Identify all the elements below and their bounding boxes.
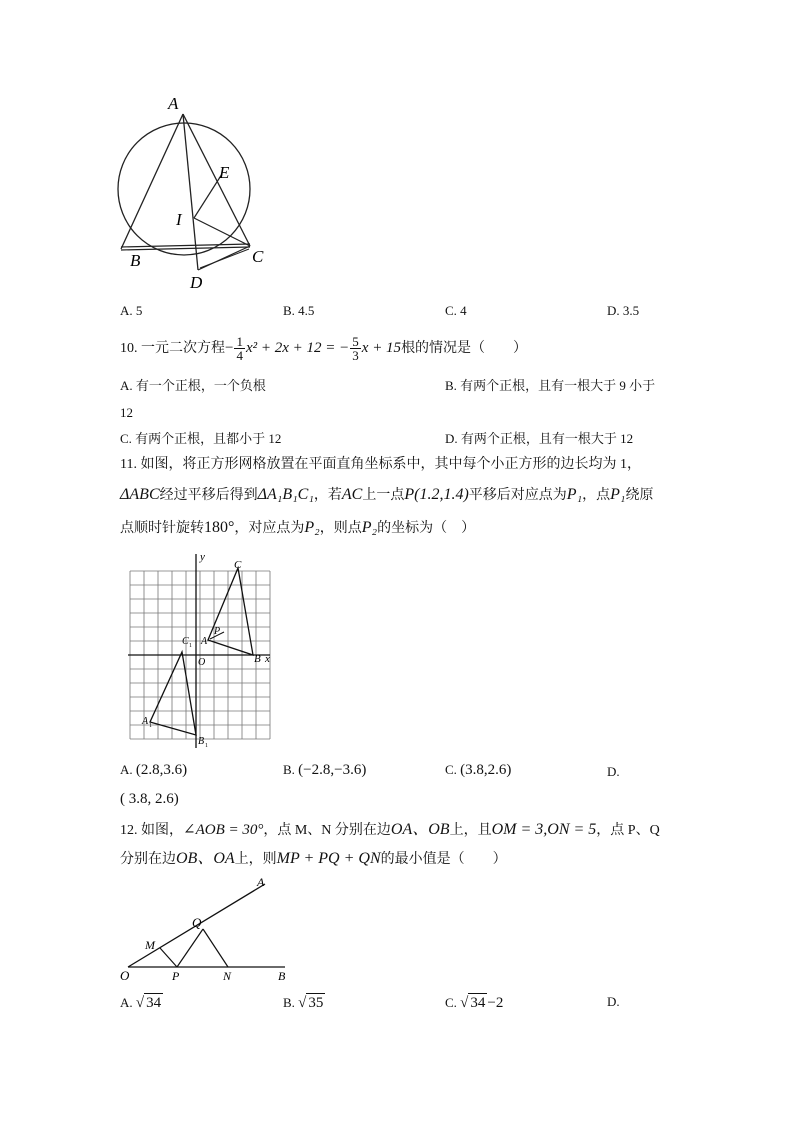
q11-option-c: C. (3.8,2.6) bbox=[445, 762, 512, 778]
circle-triangle-figure bbox=[110, 92, 285, 292]
grid-label-B: B bbox=[254, 653, 261, 665]
q11-line3: 点顺时针旋转180°，对应点为P₂，则点P₂的坐标为（ ） bbox=[120, 519, 476, 536]
q12-option-c: C. √ 34 −2 bbox=[445, 995, 504, 1011]
grid-label-A1-sub: 1 bbox=[149, 723, 152, 729]
grid-label-C: C bbox=[234, 559, 242, 571]
grid-label-C1-sub: 1 bbox=[189, 643, 192, 649]
q10-option-c: C. 有两个正根，且都小于 12 bbox=[120, 431, 282, 446]
grid-label-y: y bbox=[200, 552, 205, 563]
q9-option-c: C. 4 bbox=[445, 303, 467, 318]
angle-label-O: O bbox=[120, 968, 130, 983]
q10-suffix: 根的情况是（ ） bbox=[401, 341, 528, 356]
q10-prefix: 10. 一元二次方程 bbox=[120, 341, 225, 356]
label-A: A bbox=[168, 94, 179, 113]
q11-line2: ΔABC经过平移后得到ΔA₁B₁C₁，若AC上一点P(1.2,1.4)平移后对应点为P₁，点P₁绕原 bbox=[120, 486, 654, 503]
q12-line2: 分别在边OB、OA上，则MP + PQ + QN的最小值是（ ） bbox=[120, 850, 507, 867]
label-C: C bbox=[252, 247, 264, 266]
angle-label-A: A bbox=[257, 875, 265, 889]
label-E: E bbox=[219, 163, 230, 182]
q11-option-d-value: ( 3.8, 2.6) bbox=[120, 791, 179, 807]
angle-label-B: B bbox=[278, 969, 286, 983]
q10-option-b-cont: 12 bbox=[120, 405, 133, 420]
label-B: B bbox=[130, 251, 141, 270]
grid-label-A1: A bbox=[142, 716, 149, 727]
label-D: D bbox=[190, 273, 203, 292]
q9-option-b: B. 4.5 bbox=[283, 303, 315, 318]
q9-option-d: D. 3.5 bbox=[607, 303, 640, 318]
q10-frac1: $\frac{1}{4}$ bbox=[236, 334, 243, 364]
q12-option-b: B. √ 35 bbox=[283, 995, 324, 1011]
coordinate-grid-figure bbox=[128, 552, 278, 752]
q12-option-d: D. bbox=[607, 994, 620, 1009]
q11-line1: 11. 如图，将正方形网格放置在平面直角坐标系中，其中每个小正方形的边长均为 1， bbox=[120, 457, 641, 472]
q11-option-d: D. bbox=[607, 764, 620, 779]
q9-option-a: A. 5 bbox=[120, 303, 143, 318]
grid-label-B1: B bbox=[198, 736, 205, 747]
q10-option-d: D. 有两个正根，且有一根大于 12 bbox=[445, 431, 634, 446]
q10-mid: x² + 2x + 12 = − bbox=[245, 340, 350, 356]
grid-label-O: O bbox=[198, 657, 206, 668]
grid-label-B1-sub: 1 bbox=[205, 743, 208, 749]
q12-option-a: A. √ 34 bbox=[120, 995, 162, 1011]
angle-label-N: N bbox=[223, 969, 232, 983]
grid-label-x: x bbox=[265, 653, 270, 665]
q10-frac2: $\frac{5}{3}$ bbox=[352, 334, 359, 364]
q10-option-a: A. 有一个正根，一个负根 bbox=[120, 378, 266, 393]
angle-figure bbox=[115, 872, 300, 987]
q11-option-a: A. (2.8,3.6) bbox=[120, 762, 188, 778]
angle-label-M: M bbox=[145, 938, 155, 952]
angle-label-Q: Q bbox=[192, 915, 202, 930]
grid-label-C1: C bbox=[182, 636, 189, 647]
q12-line1: 12. 如图，∠AOB = 30°，点 M、N 分别在边OA、OB上，且OM = 3,ON = 5，点 P、Q bbox=[120, 821, 660, 838]
q11-option-b: B. (−2.8,−3.6) bbox=[283, 762, 367, 778]
q10-stem: 10. 一元二次方程− $\frac{1}{4}$ x² + 2x + 12 = − $\frac{5}{3}$ x + 15根的情况是（ ） bbox=[120, 334, 528, 364]
grid-label-P: P bbox=[214, 626, 221, 637]
angle-label-P: P bbox=[172, 969, 180, 983]
q10-option-b: B. 有两个正根，且有一根大于 9 小于 bbox=[445, 378, 656, 393]
q10-tail: x + 15 bbox=[361, 340, 402, 356]
label-I: I bbox=[176, 210, 182, 229]
grid-label-A: A bbox=[201, 636, 208, 647]
